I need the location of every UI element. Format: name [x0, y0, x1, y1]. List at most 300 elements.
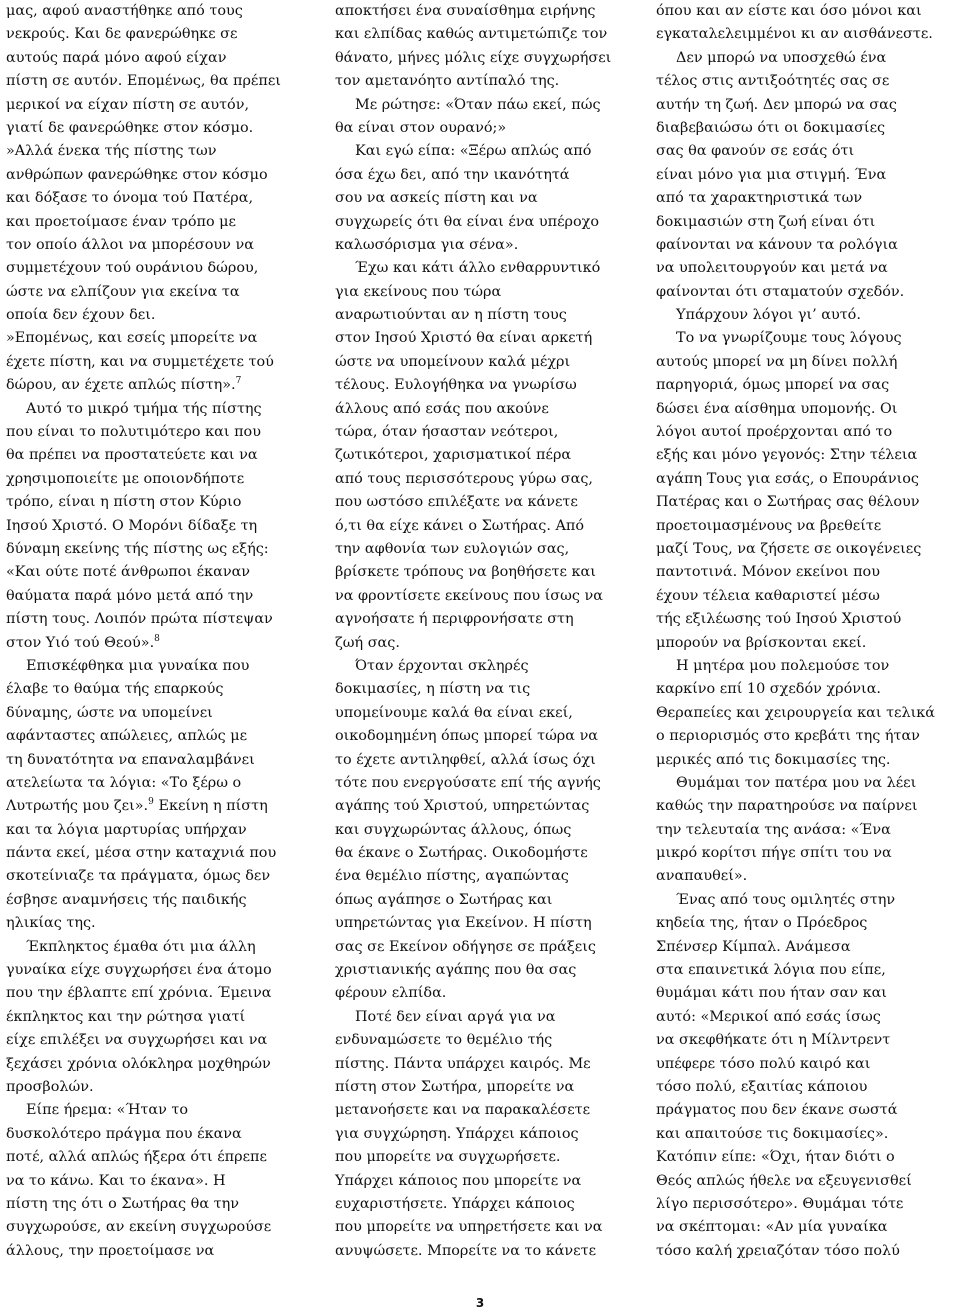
text-line-content: αποκτήσει ένα συναίσθημα ειρήνης	[335, 3, 596, 19]
text-line	[6, 936, 306, 959]
text-line-content: τέλους. Ευλογήθηκα να γνωρίσω	[335, 377, 577, 394]
text-line	[656, 585, 956, 608]
text-line-content: οποία δεν έχουν δει.	[6, 307, 156, 324]
text-line	[656, 1170, 956, 1193]
text-line-content: που ωστόσο επιλέξατε να κάνετε	[335, 494, 578, 511]
text-line-content: Αυτό το μικρό τμήμα τής πίστης	[26, 400, 262, 417]
text-line	[656, 234, 956, 257]
text-line	[335, 47, 635, 70]
text-line	[656, 561, 956, 584]
text-line	[656, 491, 956, 514]
text-line	[6, 1053, 306, 1076]
text-line-content: εξής και μόνο γεγονός: Στην τέλεια	[656, 447, 918, 464]
text-line-content: τον οποίο άλλοι να μπορέσουν να	[6, 236, 254, 253]
text-line-content: τόσο καλή χρειαζόταν τόσο πολύ	[656, 1242, 900, 1259]
text-line-content: τότε που ενεργούσατε επί τής αγνής	[335, 774, 601, 791]
text-line	[335, 585, 635, 608]
text-line-content: πίστης. Πάντα υπάρχει καιρός. Με	[335, 1055, 591, 1072]
text-line-content: στα επαινετικά λόγια που είπε,	[656, 962, 886, 979]
text-line-content: Υπάρχει κάποιος που μπορείτε να	[335, 1172, 582, 1189]
text-line	[335, 0, 635, 23]
text-line	[335, 982, 635, 1005]
text-line-content: συγχωρείς ότι θα είναι ένα υπέροχο	[335, 213, 600, 230]
text-line	[6, 468, 306, 491]
text-line	[6, 164, 306, 187]
text-line-content: και απαιτούσε τις δοκιμασίες».	[656, 1125, 889, 1142]
text-line-content: που την έβλαπτε επί χρόνια. Έμεινα	[6, 985, 272, 1002]
text-line-content: όπου και αν είστε και όσο μόνοι και	[656, 3, 922, 19]
text-line-content: μας, αφού αναστήθηκε από τους	[6, 3, 243, 19]
text-line	[656, 1193, 956, 1216]
text-line-content: είναι μόνο για μια στιγμή. Ένα	[656, 166, 887, 183]
text-line	[6, 70, 306, 93]
text-line	[656, 94, 956, 117]
text-line-content: αγάπη Τους για εσάς, ο Επουράνιος	[656, 470, 919, 487]
text-line-continuation: Εκείνη η πίστη	[153, 798, 268, 815]
text-line	[335, 1193, 635, 1216]
text-line	[656, 912, 956, 935]
text-line	[6, 421, 306, 444]
text-line	[656, 1216, 956, 1239]
text-line	[656, 1076, 956, 1099]
text-line-content: αυτούς παρά μόνο αφού είχαν	[6, 49, 227, 66]
text-line	[6, 140, 306, 163]
text-line-content: είχε επιλέξει να συγχωρήσει και να	[6, 1032, 268, 1049]
text-line-content: συμμετέχουν τού ουράνιου δώρου,	[6, 260, 259, 277]
text-line	[6, 538, 306, 561]
text-line-content: Ποτέ δεν είναι αργά για να	[355, 1008, 556, 1025]
text-line	[335, 795, 635, 818]
text-line	[335, 257, 635, 280]
text-line	[656, 164, 956, 187]
text-line-content: που μπορείτε να συγχωρήσετε.	[335, 1149, 561, 1166]
text-line	[335, 678, 635, 701]
text-line	[335, 1076, 635, 1099]
text-line	[656, 842, 956, 865]
text-line-content: πράγματος που δεν έκανε σωστά	[656, 1102, 898, 1119]
text-line-content: θα έκανε ο Σωτήρας. Οικοδομήστε	[335, 845, 588, 862]
text-line-content: να σκεφθήκατε ότι η Μίλντρεντ	[656, 1032, 891, 1049]
text-line	[656, 538, 956, 561]
text-line	[335, 912, 635, 935]
text-line-content: ενδυναμώσετε το θεμέλιο τής	[335, 1032, 553, 1049]
text-line-content: θαύματα παρά μόνο μετά από την	[6, 587, 254, 604]
text-line-content: εγκαταλελειμμένοι κι αν αισθάνεστε.	[656, 26, 933, 43]
text-line-content: την αφθονία των ευλογιών σας,	[335, 540, 570, 557]
text-line	[335, 1006, 635, 1029]
text-line	[335, 374, 635, 397]
text-line	[335, 561, 635, 584]
text-line	[335, 1216, 635, 1239]
text-line-content: Το να γνωρίζουμε τους λόγους	[676, 330, 902, 347]
text-line-content: Ένας από τους ομιλητές στην	[676, 891, 896, 908]
text-line-content: γιατί δε φανερώθηκε στον κόσμο.	[6, 119, 254, 136]
text-line	[656, 398, 956, 421]
text-line	[6, 561, 306, 584]
text-line	[335, 608, 635, 631]
text-line-content: μερικές από τις δοκιμασίες της.	[656, 751, 891, 768]
text-column-left	[6, 0, 306, 1263]
text-line-content: να το κάνω. Και το έκανα». Η	[6, 1172, 226, 1189]
text-line-content: ατελείωτα τα λόγια: «Το ξέρω ο	[6, 774, 242, 791]
text-line	[335, 94, 635, 117]
text-line	[656, 421, 956, 444]
text-line	[6, 912, 306, 935]
text-line-content: έκπληκτος και την ρώτησα γιατί	[6, 1008, 246, 1025]
text-line-content: άλλους, την προετοίμασε να	[6, 1242, 215, 1259]
text-line	[656, 678, 956, 701]
text-line-content: Λυτρωτής μου ζει».	[6, 798, 149, 815]
text-line-content: παντοτινά. Μόνον εκείνοι που	[656, 564, 880, 581]
text-line	[335, 702, 635, 725]
text-line	[335, 1240, 635, 1263]
text-line	[656, 281, 956, 304]
text-line	[656, 1123, 956, 1146]
text-line-content: δώσει ένα αίσθημα υπομονής. Οι	[656, 400, 898, 417]
text-line	[656, 1053, 956, 1076]
text-line-content: θυμάμαι κάτι που ήταν σαν και	[656, 985, 887, 1002]
text-line	[335, 234, 635, 257]
text-line-content: ένα θεμέλιο πίστης, αγαπώντας	[335, 868, 569, 885]
text-line	[656, 1099, 956, 1122]
text-line	[6, 772, 306, 795]
text-line-content: ό,τι θα είχε κάνει ο Σωτήρας. Από	[335, 517, 584, 534]
text-line	[335, 70, 635, 93]
text-line-content: θάνατο, μήνες μόλις είχε συγχωρήσει	[335, 49, 612, 66]
text-line-content: άλλους από εσάς που ακούνε	[335, 400, 549, 417]
text-line-content: και τα λόγια μαρτυρίας υπήρχαν	[6, 821, 247, 838]
text-line	[335, 117, 635, 140]
text-line	[335, 281, 635, 304]
text-line-content: υπομείνουμε καλά θα είναι εκεί,	[335, 704, 573, 721]
text-line	[335, 398, 635, 421]
text-line	[6, 257, 306, 280]
text-line-content: Η μητέρα μου πολεμούσε τον	[676, 657, 890, 674]
text-line-content: από τους περισσότερους γύρω σας,	[335, 470, 593, 487]
text-line-content: ανυψώσετε. Μπορείτε να το κάνετε	[335, 1242, 597, 1259]
text-line	[335, 164, 635, 187]
text-line-content: ποτέ, αλλά απλώς ήξερα ότι έπρεπε	[6, 1149, 267, 1166]
text-line-content: και δόξασε το όνομα τού Πατέρα,	[6, 190, 254, 207]
text-line	[335, 23, 635, 46]
text-line-content: φέρουν ελπίδα.	[335, 985, 447, 1002]
text-line-content: ζωτικότεροι, χαρισματικοί πέρα	[335, 447, 572, 464]
text-line-content: καλωσόρισμα για σένα».	[335, 236, 519, 253]
text-line-content: πίστη της ότι ο Σωτήρας θα την	[6, 1195, 239, 1212]
text-line-content: να σκέπτομαι: «Αν μία γυναίκα	[656, 1219, 888, 1236]
text-line-content: την τελευταία της ανάσα: «Ένα	[656, 821, 891, 838]
text-line-content: προσβολών.	[6, 1078, 94, 1095]
text-line-content: αναρωτιούνται αν η πίστη τους	[335, 307, 567, 324]
text-line-content: μερικοί να είχαν πίστη σε αυτόν,	[6, 96, 250, 113]
text-line	[335, 1146, 635, 1169]
text-line	[656, 655, 956, 678]
text-line-content: μαζί Τους, να ζήσετε σε οικογένειες	[656, 540, 922, 557]
text-line	[656, 725, 956, 748]
text-line	[6, 491, 306, 514]
text-line	[656, 819, 956, 842]
text-line	[656, 444, 956, 467]
text-line	[6, 819, 306, 842]
text-line-content: παρηγοριά, όμως μπορεί να σας	[656, 377, 890, 394]
text-line-content: Δεν μπορώ να υποσχεθώ ένα	[676, 49, 887, 66]
text-line	[335, 421, 635, 444]
text-line-content: τώρα, όταν ήσασταν νεότεροι,	[335, 424, 559, 441]
text-line-content: που είναι το πολυτιμότερο και που	[6, 424, 261, 441]
text-line	[6, 678, 306, 701]
text-line	[656, 959, 956, 982]
text-line-content: Σπένσερ Κίμπαλ. Ανάμεσα	[656, 938, 851, 955]
text-line	[6, 1123, 306, 1146]
text-line	[6, 327, 306, 350]
text-line	[335, 819, 635, 842]
text-line-content: να υπολειτουργούν και μετά να	[656, 260, 888, 277]
text-line	[6, 398, 306, 421]
text-line-content: μετανοήσετε και να παρακαλέσετε	[335, 1102, 591, 1119]
text-line	[656, 374, 956, 397]
text-line	[6, 585, 306, 608]
text-line-content: τέλος στις αντιξοότητές σας σε	[656, 73, 890, 90]
text-line	[6, 0, 306, 23]
text-line	[6, 47, 306, 70]
text-line	[656, 47, 956, 70]
text-line-content: Θεός απλώς ήθελε να εξευγενισθεί	[656, 1172, 912, 1189]
text-line	[656, 23, 956, 46]
text-line-content: δυσκολότερο πράγμα που έκανα	[6, 1125, 242, 1142]
text-line	[6, 351, 306, 374]
text-line	[656, 1146, 956, 1169]
text-line	[335, 959, 635, 982]
text-line	[656, 795, 956, 818]
text-line-content: αυτήν τη ζωή. Δεν μπορώ να σας	[656, 96, 897, 113]
text-line	[6, 889, 306, 912]
text-line-content: πίστη τους. Λοιπόν πρώτα πίστεψαν	[6, 611, 273, 628]
text-line-content: ζωή σας.	[335, 634, 400, 651]
text-line-content: βρίσκετε τρόπους να βοηθήσετε και	[335, 564, 596, 581]
text-line-content: Έχω και κάτι άλλο ενθαρρυντικό	[355, 260, 601, 277]
text-line	[6, 1240, 306, 1263]
text-line	[656, 1006, 956, 1029]
text-line	[656, 772, 956, 795]
text-line-content: καθώς την παρατηρούσε να παίρνει	[656, 798, 918, 815]
text-line	[6, 1146, 306, 1169]
text-line-content: σας θα φανούν σε εσάς ότι	[656, 143, 855, 160]
text-line-content: ο περιορισμός στο κρεβάτι της ήταν	[656, 728, 920, 745]
text-line	[335, 140, 635, 163]
text-line-content: ηλικίας της.	[6, 915, 96, 932]
text-line	[6, 187, 306, 210]
text-line	[6, 1099, 306, 1122]
text-line-content: Επισκέφθηκα μια γυναίκα που	[26, 657, 250, 674]
text-line	[335, 772, 635, 795]
text-line	[6, 982, 306, 1005]
text-line-content: τη δυνατότητα να επαναλαμβάνει	[6, 751, 255, 768]
text-line	[335, 444, 635, 467]
text-line	[656, 702, 956, 725]
text-line	[335, 1123, 635, 1146]
text-line	[335, 865, 635, 888]
text-line	[656, 140, 956, 163]
text-line-content: Θεραπείες και χειρουργεία και τελικά	[656, 704, 935, 721]
text-line	[656, 1240, 956, 1263]
text-line	[656, 936, 956, 959]
text-line	[335, 351, 635, 374]
text-line-content: λόγοι αυτοί προέρχονται από το	[656, 424, 893, 441]
text-line-content: αφάνταστες απώλειες, απλώς με	[6, 728, 248, 745]
text-line	[6, 655, 306, 678]
page-number: 3	[475, 1296, 485, 1310]
text-line	[6, 608, 306, 631]
text-line-content: μικρό κορίτσι πήγε σπίτι του να	[656, 845, 892, 862]
text-line-content: Όταν έρχονται σκληρές	[355, 657, 529, 674]
text-line-content: το έχετε αντιληφθεί, αλλά ίσως όχι	[335, 751, 596, 768]
text-line-content: γυναίκα είχε συγχωρήσει ένα άτομο	[6, 962, 272, 979]
text-line	[656, 889, 956, 912]
text-line	[335, 842, 635, 865]
text-line	[6, 1076, 306, 1099]
text-line	[656, 351, 956, 374]
text-line	[6, 702, 306, 725]
text-line	[6, 117, 306, 140]
text-line-content: ώστε να υπομείνουν καλά μέχρι	[335, 353, 571, 370]
text-line-content: ώστε να ελπίζουν για εκείνα τα	[6, 283, 240, 300]
text-line-content: Πατέρας και ο Σωτήρας σας θέλουν	[656, 494, 920, 511]
text-line-content: συγχωρούσε, αν εκείνη συγχωρούσε	[6, 1219, 272, 1236]
text-line	[656, 327, 956, 350]
text-line	[6, 211, 306, 234]
text-line	[6, 842, 306, 865]
text-line-content: δοκιμασίες, η πίστη να τις	[335, 681, 531, 698]
text-line	[335, 936, 635, 959]
text-line-content: καρκίνο επί 10 σχεδόν χρόνια.	[656, 681, 881, 698]
footnote-marker: 8	[154, 633, 160, 644]
text-line-content: να φροντίσετε εκείνους που ίσως να	[335, 587, 603, 604]
text-line	[656, 187, 956, 210]
text-line-content: έχουν τέλεια καθαριστεί μέσω	[656, 587, 880, 604]
text-line-content: πίστη στον Σωτήρα, μπορείτε να	[335, 1078, 575, 1095]
text-line	[656, 257, 956, 280]
text-line-content: σας σε Εκείνον οδήγησε σε πράξεις	[335, 938, 596, 955]
text-line-content: δύναμη εκείνης τής πίστης ως εξής:	[6, 540, 269, 557]
text-line-content: δοκιμασιών στη ζωή είναι ότι	[656, 213, 876, 230]
text-line-content: προετοιμασμένους να βρεθείτε	[656, 517, 882, 534]
text-column-right	[656, 0, 956, 1263]
text-line-content: ανθρώπων φανερώθηκε στον κόσμο	[6, 166, 268, 183]
text-line-content: όπως αγάπησε ο Σωτήρας και	[335, 891, 553, 908]
text-line-content: και ελπίδας καθώς αντιμετώπιζε τον	[335, 26, 608, 43]
text-line-content: για συγχώρηση. Υπάρχει κάποιος	[335, 1125, 579, 1142]
text-line	[335, 1029, 635, 1052]
text-line	[6, 865, 306, 888]
text-line	[335, 468, 635, 491]
text-line	[335, 515, 635, 538]
text-line	[335, 1053, 635, 1076]
text-line	[335, 889, 635, 912]
text-line-content: για εκείνους που τώρα	[335, 283, 502, 300]
text-line	[335, 327, 635, 350]
text-line-content: από τα χαρακτηριστικά των	[656, 190, 863, 207]
text-line-content: και συγχωρώντας άλλους, όπως	[335, 821, 572, 838]
text-line	[335, 1099, 635, 1122]
text-line-content: Θυμάμαι τον πατέρα μου να λέει	[676, 774, 917, 791]
text-line-content: όσα έχω δει, από την ικανότητά	[335, 166, 570, 183]
text-line-content: »Αλλά ένεκα τής πίστης των	[6, 143, 217, 160]
text-line	[656, 608, 956, 631]
text-line-content: χρησιμοποιείτε με οποιονδήποτε	[6, 470, 245, 487]
text-line	[656, 515, 956, 538]
text-line-content: αυτό: «Μερικοί από εσάς ίσως	[656, 1008, 881, 1025]
text-column-middle	[335, 0, 635, 1263]
text-line-content: ξεχάσει χρόνια ολόκληρα μοχθηρών	[6, 1055, 271, 1072]
text-line	[656, 468, 956, 491]
text-line	[6, 1193, 306, 1216]
text-line-content: αγάπης τού Χριστού, υπηρετώντας	[335, 798, 590, 815]
text-line-content: τής εξιλέωσης τού Ιησού Χριστού	[656, 611, 902, 628]
text-line-content: αναπαυθεί».	[656, 868, 748, 885]
text-line-content: έλαβε το θαύμα τής επαρκούς	[6, 681, 224, 698]
text-line	[335, 725, 635, 748]
text-line	[656, 632, 956, 655]
text-line-content: και προετοίμασε έναν τρόπο με	[6, 213, 236, 230]
text-line-content: Κατόπιν είπε: «Όχι, ήταν διότι ο	[656, 1149, 895, 1166]
text-line	[6, 515, 306, 538]
text-line	[656, 865, 956, 888]
text-line-content: δώρου, αν έχετε απλώς πίστη».	[6, 377, 236, 394]
text-line	[656, 211, 956, 234]
text-line	[6, 374, 306, 397]
text-line-content: οικοδομημένη όπως μπορεί τώρα να	[335, 728, 599, 745]
text-line-content: φαίνονται να κάνουν τα ρολόγια	[656, 236, 898, 253]
text-line	[6, 1029, 306, 1052]
text-line-content: νεκρούς. Και δε φανερώθηκε σε	[6, 26, 238, 43]
text-line-content: Υπάρχουν λόγοι γι’ αυτό.	[676, 307, 861, 324]
text-line	[6, 281, 306, 304]
text-line	[6, 94, 306, 117]
text-line	[335, 491, 635, 514]
text-line-content: έχετε πίστη, και να συμμετέχετε τού	[6, 353, 274, 370]
text-line	[335, 538, 635, 561]
text-line-content: σκοτείνιαζε τα πράγματα, όμως δεν	[6, 868, 271, 885]
text-line-content: φαίνονται ότι σταματούν σχεδόν.	[656, 283, 905, 300]
text-line-content: λίγο περισσότερο». Θυμάμαι τότε	[656, 1195, 904, 1212]
text-line	[335, 304, 635, 327]
text-line	[656, 749, 956, 772]
text-line	[335, 211, 635, 234]
text-line	[656, 982, 956, 1005]
text-line-content: τόσο πολύ, εξαιτίας κάποιου	[656, 1078, 868, 1095]
footnote-marker: 7	[235, 376, 242, 387]
text-line-content: δύναμης, ώστε να υπομείνει	[6, 704, 213, 721]
text-line	[6, 304, 306, 327]
text-line-content: πίστη σε αυτόν. Επομένως, θα πρέπει	[6, 73, 281, 90]
text-line-content: κηδεία της, ήταν ο Πρόεδρος	[656, 915, 868, 932]
text-line-content: ευχαριστήσετε. Υπάρχει κάποιος	[335, 1195, 575, 1212]
text-line-content: που μπορείτε να υπηρετήσετε και να	[335, 1219, 603, 1236]
text-line-content: θα πρέπει να προστατεύετε και να	[6, 447, 258, 464]
text-line-content: »Επομένως, και εσείς μπορείτε να	[6, 330, 258, 347]
text-line	[335, 1170, 635, 1193]
text-line-content: υπηρετώντας για Εκείνον. Η πίστη	[335, 915, 592, 932]
text-line-content: μπορούν να βρίσκονται εκεί.	[656, 634, 867, 651]
text-line	[656, 0, 956, 23]
text-line-content: αγνοήσατε ή περιφρονήσατε στη	[335, 611, 574, 628]
text-line	[656, 1029, 956, 1052]
text-line	[6, 23, 306, 46]
text-line-content: στον Ιησού Χριστό θα είναι αρκετή	[335, 330, 593, 347]
text-line-content: αυτούς μπορεί να μη δίνει πολλή	[656, 353, 898, 370]
text-line-content: τρόπο, είναι η πίστη στον Κύριο	[6, 494, 242, 511]
text-line-content: χριστιανικής αγάπης που θα σας	[335, 962, 577, 979]
